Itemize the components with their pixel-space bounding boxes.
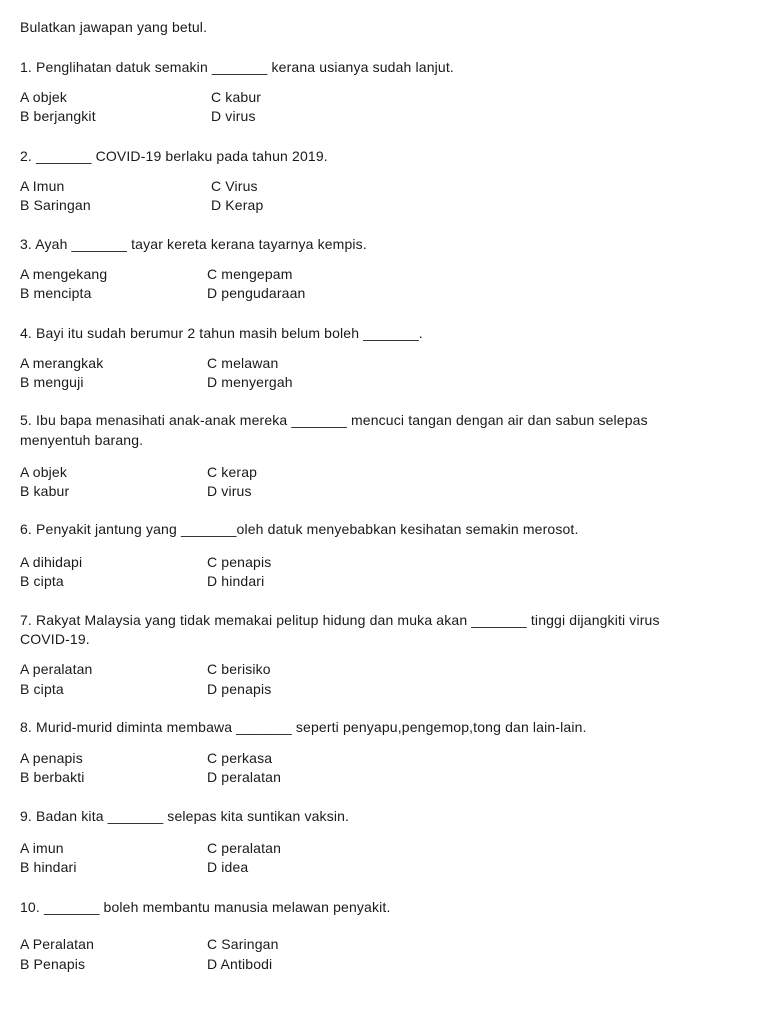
question-2-option-a[interactable]: A Imun [20,178,65,194]
question-6-option-b[interactable]: B cipta [20,573,64,589]
question-7-option-b[interactable]: B cipta [20,681,64,697]
question-2-option-c[interactable]: C Virus [211,178,258,194]
question-10-text: 10. _______ boleh membantu manusia melawan penyakit. [20,899,391,915]
question-8-option-c[interactable]: C perkasa [207,750,273,766]
question-3-option-c[interactable]: C mengepam [207,266,293,282]
question-2-text: 2. _______ COVID-19 berlaku pada tahun 2019. [20,148,328,164]
question-3-option-d[interactable]: D pengudaraan [207,285,306,301]
question-6-option-d[interactable]: D hindari [207,573,265,589]
question-1-option-a[interactable]: A objek [20,89,67,105]
question-1-option-d[interactable]: D virus [211,108,256,124]
question-1-option-b[interactable]: B berjangkit [20,108,96,124]
instruction-text: Bulatkan jawapan yang betul. [20,19,208,35]
question-7-option-c[interactable]: C berisiko [207,661,271,677]
question-5-option-a[interactable]: A objek [20,464,67,480]
question-3-text: 3. Ayah _______ tayar kereta kerana tayarnya kempis. [20,236,367,252]
question-4-option-c[interactable]: C melawan [207,355,279,371]
question-10-option-a[interactable]: A Peralatan [20,936,95,952]
question-8-option-b[interactable]: B berbakti [20,769,85,785]
question-7-option-d[interactable]: D penapis [207,681,272,697]
question-5-option-c[interactable]: C kerap [207,464,258,480]
question-10-option-b[interactable]: B Penapis [20,956,86,972]
question-4-option-d[interactable]: D menyergah [207,374,293,390]
question-5-text: 5. Ibu bapa menasihati anak-anak mereka _______ mencuci tangan dengan air dan sabun selepas [20,412,648,428]
question-9-option-d[interactable]: D idea [207,859,249,875]
question-6-option-a[interactable]: A dihidapi [20,554,83,570]
question-5-option-d[interactable]: D virus [207,483,252,499]
question-1-text: 1. Penglihatan datuk semakin _______ kerana usianya sudah lanjut. [20,59,454,75]
question-7-text-continued: COVID-19. [20,631,90,647]
question-8-option-a[interactable]: A penapis [20,750,83,766]
question-6-option-c[interactable]: C penapis [207,554,272,570]
question-7-option-a[interactable]: A peralatan [20,661,93,677]
question-10-option-d[interactable]: D Antibodi [207,956,273,972]
question-4-option-b[interactable]: B menguji [20,374,84,390]
question-9-text: 9. Badan kita _______ selepas kita suntikan vaksin. [20,808,350,824]
question-9-option-b[interactable]: B hindari [20,859,77,875]
question-7-text: 7. Rakyat Malaysia yang tidak memakai pelitup hidung dan muka akan _______ tinggi dijangkiti virus [20,612,660,628]
question-4-text: 4. Bayi itu sudah berumur 2 tahun masih belum boleh _______. [20,325,423,341]
question-5-option-b[interactable]: B kabur [20,483,70,499]
question-2-option-d[interactable]: D Kerap [211,197,264,213]
question-8-option-d[interactable]: D peralatan [207,769,282,785]
question-6-text: 6. Penyakit jantung yang _______oleh datuk menyebabkan kesihatan semakin merosot. [20,521,579,537]
question-10-option-c[interactable]: C Saringan [207,936,279,952]
question-1-option-c[interactable]: C kabur [211,89,262,105]
question-3-option-b[interactable]: B mencipta [20,285,92,301]
question-8-text: 8. Murid-murid diminta membawa _______ seperti penyapu,pengemop,tong dan lain-lain. [20,719,587,735]
question-9-option-a[interactable]: A imun [20,840,64,856]
question-2-option-b[interactable]: B Saringan [20,197,91,213]
question-5-text-continued: menyentuh barang. [20,432,144,448]
question-3-option-a[interactable]: A mengekang [20,266,108,282]
question-4-option-a[interactable]: A merangkak [20,355,104,371]
question-9-option-c[interactable]: C peralatan [207,840,282,856]
